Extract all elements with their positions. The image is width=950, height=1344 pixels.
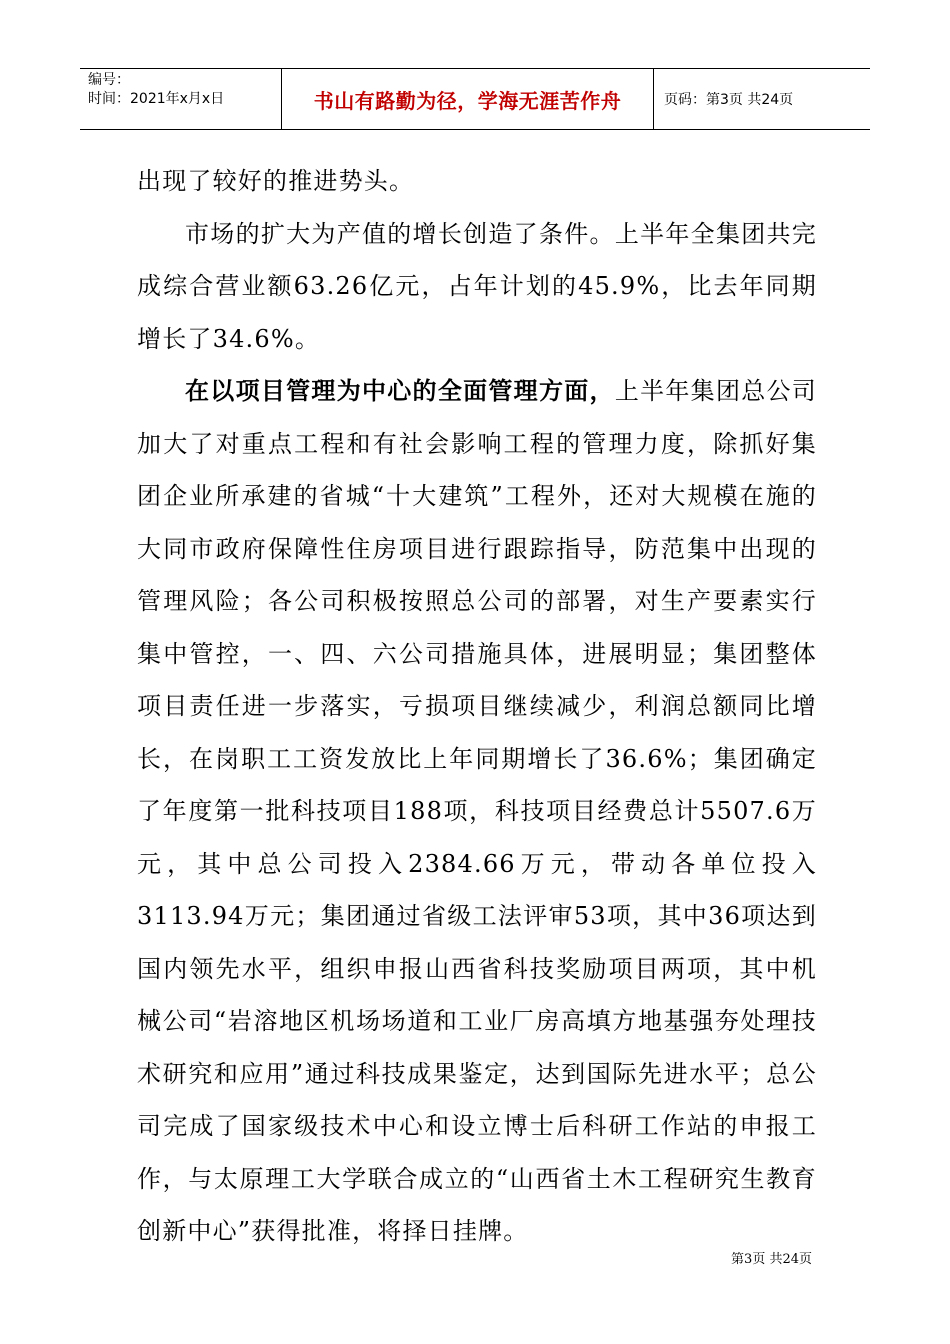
document-number: 编号： — [88, 72, 130, 88]
document-header — [80, 68, 870, 130]
document-date: 时间：2021年x月x日 — [88, 91, 225, 107]
header-page-number: 页码：第3页 共24页 — [664, 92, 794, 108]
paragraph-market — [137, 208, 817, 366]
paragraph-text: 出现了较好的推进势头。 — [137, 167, 415, 195]
paragraph-text: 市场的扩大为产值的增长创造了条件。上半年全集团共完成综合营业额63.26亿元，占年计划的45.9%，比去年同期增长了34.6%。 — [137, 219, 817, 353]
header-motto: 书山有路勤为径，学海无涯苦作舟 — [282, 69, 654, 129]
document-body — [137, 155, 817, 1258]
page-footer: 第3页 共24页 — [731, 1252, 812, 1267]
header-meta-cell — [80, 69, 282, 129]
paragraph-project-management — [137, 365, 817, 1258]
paragraph-lead-bold: 在以项目管理为中心的全面管理方面， — [185, 376, 615, 405]
paragraph-continued — [137, 155, 817, 208]
paragraph-text: 上半年集团总公司加大了对重点工程和有社会影响工程的管理力度，除抓好集团企业所承建的省城“十大建筑”工程外，还对大规模在施的大同市政府保障性住房项目进行跟踪指导，防范集中出现的管理风险；各公司积极按照总公司的部署，对生产要素实行集中管控，一、四、六公司措施具体，进展明显；集团整体项目责任进一步落实，亏损项目继续减少，利润总额同比增长，在岗职工工资发放比上年同期增长了36.6%；集团确定了年度第一批科技项目188项，科技项目经费总计5507.6万元，其中总公司投入2384.66万元，带动各单位投入3113.94万元；集团通过省级工法评审53项，其中36项达到国内领先水平，组织申报山西省科技奖励项目两项，其中机械公司“岩溶地区机场场道和工业厂房高填方地基强夯处理技术研究和应用”通过科技成果鉴定，达到国际先进水平；总公司完成了国家级技术中心和设立博士后科研工作站的申报工作，与太原理工大学联合成立的“山西省土木工程研究生教育创新中心”获得批准，将择日挂牌。 — [137, 377, 817, 1245]
